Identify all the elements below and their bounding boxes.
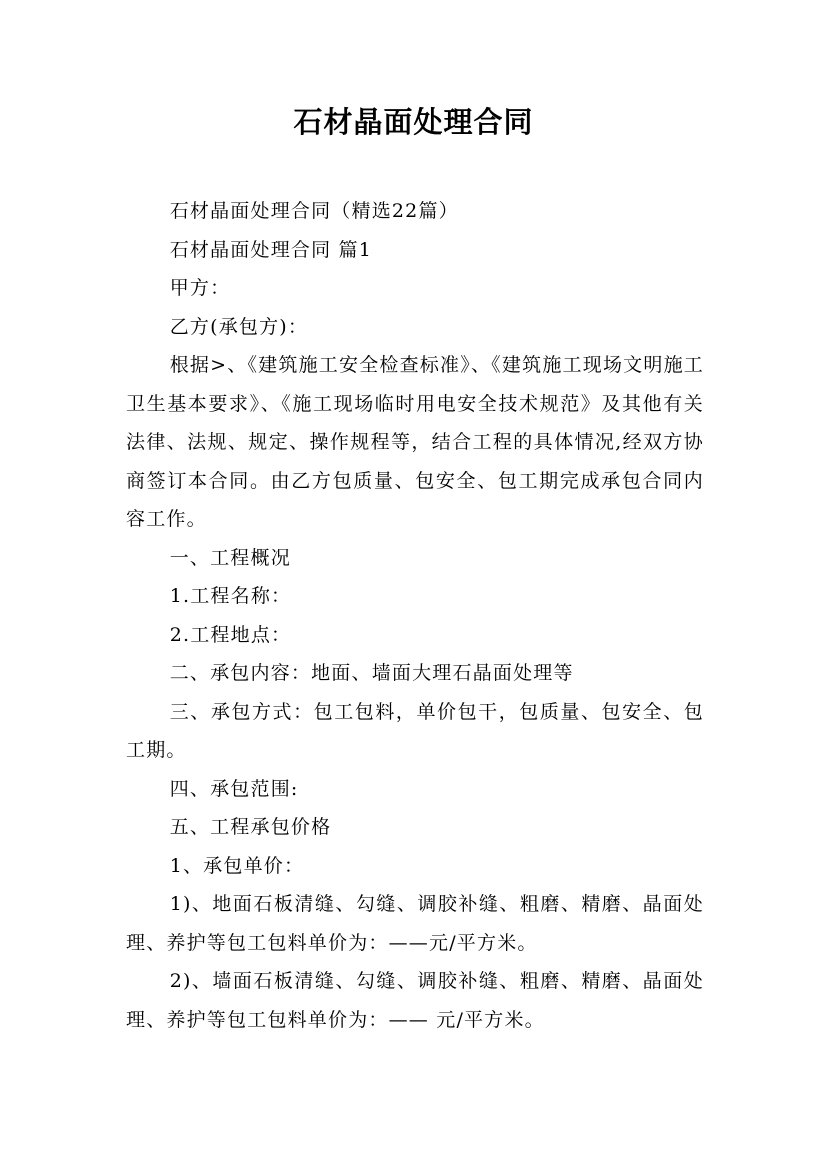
- document-title: 石材晶面处理合同: [293, 105, 534, 139]
- paragraph-unit-price: 1、承包单价：: [169, 854, 305, 877]
- paragraph-project-overview: 一、工程概况: [169, 546, 291, 569]
- paragraph-contract-content: 二、承包内容：地面、墙面大理石晶面处理等: [169, 662, 574, 684]
- paragraph-project-name: 1.工程名称：: [169, 585, 292, 607]
- paragraph-party-a: 甲方：: [169, 277, 231, 299]
- paragraph-subtitle: 石材晶面处理合同（精选22篇）: [169, 200, 459, 222]
- paragraph-section-heading: 石材晶面处理合同 篇1: [169, 238, 373, 261]
- paragraph-contract-price: 五、工程承包价格: [169, 816, 332, 838]
- paragraph-basis: 根据>、《建筑施工安全检查标准》、《建筑施工现场文明施工卫生基本要求》、《施工现场临时用电安全技术规范》及其他有关法律、法规、规定、操作规程等，结合工程的具体情况,经双方协商签订本合同。由乙方包质量、包安全、包工期完成承包合同内容工作。: [126, 354, 704, 530]
- paragraph-wall-price: 2)、墙面石板清缝、勾缝、调胶补缝、粗磨、精磨、晶面处理、养护等包工包料单价为：—— 元/平方米。: [126, 970, 704, 1031]
- paragraph-contract-method: 三、承包方式：包工包料，单价包干，包质量、包安全、包工期。: [126, 700, 704, 761]
- paragraph-floor-price: 1)、地面石板清缝、勾缝、调胶补缝、粗磨、精磨、晶面处理、养护等包工包料单价为：——元/平方米。: [126, 893, 704, 954]
- document-body: [126, 192, 704, 1039]
- paragraph-party-b: 乙方(承包方)：: [169, 315, 309, 338]
- paragraph-contract-scope: 四、承包范围:: [169, 777, 299, 800]
- paragraph-project-location: 2.工程地点：: [169, 623, 292, 646]
